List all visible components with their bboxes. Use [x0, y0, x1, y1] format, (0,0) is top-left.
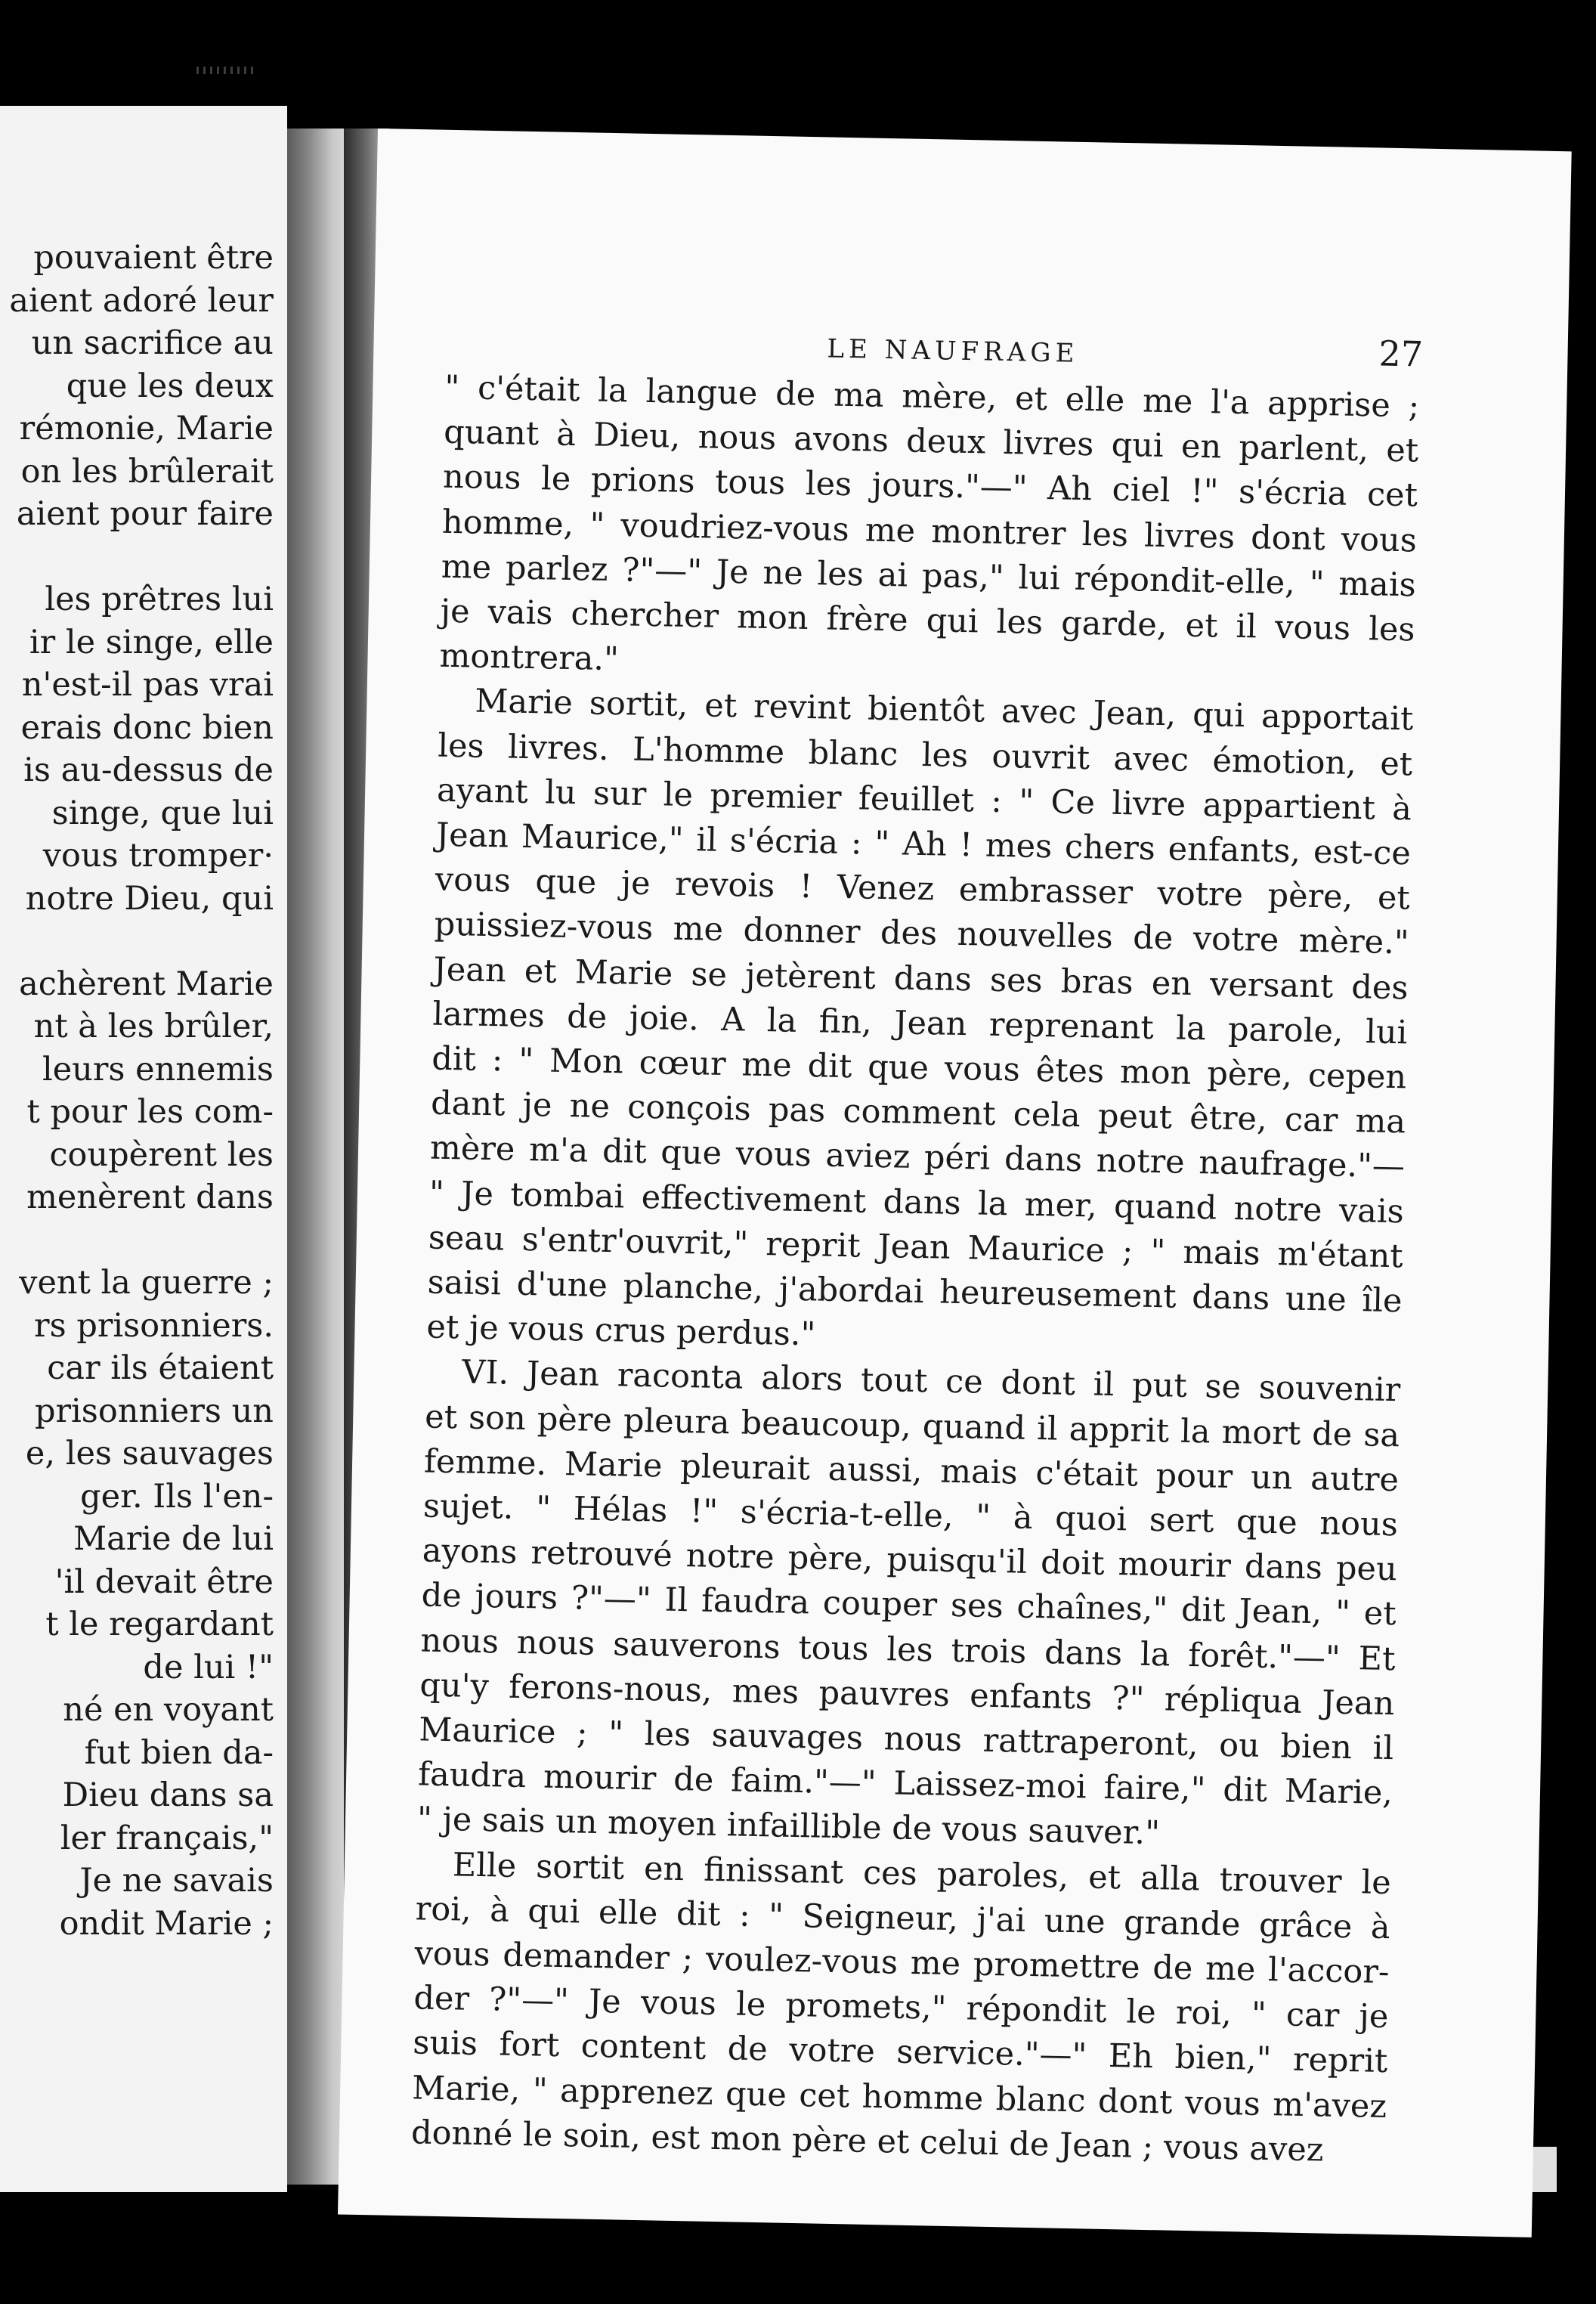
left-page-line: ir le singe, elle — [29, 623, 274, 661]
left-page-line: né en voyant — [63, 1691, 274, 1729]
left-page-line: Je ne savais — [79, 1862, 274, 1900]
body-text-line: et son père pleura beaucoup, quand il apprit la mort de sa — [424, 1398, 1400, 1454]
left-page — [0, 106, 287, 2192]
body-text-line: faudra mourir de faim."—" Laissez-moi faire," dit Marie, — [417, 1755, 1393, 1813]
left-page-line: 'il devait être — [54, 1562, 274, 1601]
left-page-line: n'est-il pas vrai — [21, 666, 274, 704]
left-page-line: singe, que lui — [51, 794, 274, 832]
left-page-line: prisonniers un — [34, 1392, 274, 1430]
body-text-line: " Je tombai effectivement dans la mer, quand notre vais — [428, 1174, 1405, 1231]
left-page-line: que les deux — [66, 367, 274, 405]
body-text-line: je vais chercher mon frère qui les garde, et il vous les — [440, 592, 1415, 649]
body-text-line: dit : " Mon cœur me dit que vous êtes mon père, cepen — [431, 1039, 1407, 1097]
body-text-line: ayant lu sur le premier feuillet : " Ce livre appartient à — [436, 771, 1412, 828]
page-number: 27 — [1378, 333, 1424, 375]
body-text-line: Marie, " apprenez que cet homme blanc dont vous m'avez — [411, 2068, 1387, 2126]
body-text-line: " je sais un moyen infaillible de vous sauver." — [416, 1800, 1161, 1853]
left-page-line: car ils étaient — [47, 1349, 274, 1387]
left-page-line: nt à les brûler, — [33, 1008, 274, 1045]
left-page-line: erais donc bien — [20, 708, 274, 747]
left-page-line: leurs ennemis — [42, 1050, 274, 1089]
body-text-line: montrera." — [439, 636, 620, 679]
body-text-line: et je vous crus perdus." — [426, 1308, 816, 1354]
left-page-line: notre Dieu, qui — [25, 879, 274, 918]
body-text-line: qu'y ferons-nous, mes pauvres enfants ?" répliqua Jean — [419, 1666, 1395, 1723]
left-page-line: Marie de lui — [73, 1520, 274, 1558]
body-text-line: der ?"—" Je vous le promets," répondit le roi, " car je — [413, 1979, 1389, 2036]
body-text-line: sujet. " Hélas !" s'écria-t-elle, " à quoi sert que nous — [422, 1487, 1399, 1544]
body-text-line: mère m'a dit que vous aviez péri dans notre naufrage."— — [429, 1129, 1406, 1186]
body-text-line: de jours ?"—" Il faudra couper ses chaînes," dit Jean, " et — [421, 1576, 1396, 1634]
body-text-line: dant je ne conçois pas comment cela peut être, car ma — [430, 1084, 1406, 1141]
body-text-line: nous le prions tous les jours."—" Ah ciel !" s'écria cet — [442, 458, 1418, 515]
left-page-line: un sacrifice au — [31, 324, 274, 362]
left-page-line: on les brûlerait — [20, 452, 274, 491]
body-text-line: donné le soin, est mon père et celui de Jean ; vous avez — [410, 2114, 1324, 2169]
body-text-line: Jean Maurice," il s'écria : " Ah ! mes chers enfants, est-ce — [435, 816, 1412, 873]
body-text-line: vous que je revois ! Venez embrasser votre père, et — [435, 860, 1411, 918]
left-page-line: aient pour faire — [16, 495, 274, 533]
left-page-line: rs prisonniers. — [34, 1306, 274, 1345]
body-text-line: Marie sortit, et revint bientôt avec Jean, qui apportait — [474, 683, 1414, 739]
left-page-line: vent la guerre ; — [19, 1264, 274, 1302]
body-text-line: VI. Jean raconta alors tout ce dont il put se souvenir — [461, 1353, 1401, 1410]
body-text-line: Maurice ; " les sauvages nous rattraperont, ou bien il — [418, 1711, 1394, 1768]
body-text-line: me parlez ?"—" Je ne les ai pas," lui répondit-elle, " mais — [441, 547, 1417, 605]
body-text-line: vous demander ; voulez-vous me promettre de me l'accor- — [414, 1934, 1390, 1992]
left-page-line: rémonie, Marie — [19, 410, 274, 447]
body-text-line: nous nous sauverons tous les trois dans la forêt."—" Et — [420, 1621, 1396, 1678]
body-text-line: Jean et Marie se jetèrent dans ses bras en versant des — [433, 950, 1409, 1007]
left-page-line: Dieu dans sa — [62, 1776, 274, 1814]
left-page-line: aient adoré leur — [9, 281, 274, 320]
left-page-line: t pour les com- — [26, 1093, 274, 1131]
left-page-line: menèrent dans — [26, 1178, 274, 1216]
body-text-line: " c'était la langue de ma mère, et elle me l'a apprise ; — [444, 368, 1420, 426]
body-text-line: saisi d'une planche, j'abordai heureusement dans une île — [427, 1263, 1403, 1321]
body-text-line: roi, à qui elle dit : " Seigneur, j'ai une grande grâce à — [415, 1890, 1391, 1946]
body-text-line: suis fort content de votre service."—" Eh bien," reprit — [412, 2024, 1388, 2081]
left-page-line: pouvaient être — [33, 239, 274, 277]
body-text-line: Elle sortit en finissant ces paroles, et alla trouver le — [452, 1845, 1392, 1902]
left-page-line: vous tromper· — [42, 837, 274, 875]
left-page-line: de lui !" — [143, 1648, 274, 1686]
running-head: LE NAUFRAGE — [827, 333, 1079, 369]
pencil-mark — [196, 67, 257, 74]
body-text-line: larmes de joie. A la fin, Jean reprenant la parole, lui — [432, 995, 1408, 1052]
left-page-line: ger. Ils l'en- — [80, 1477, 274, 1516]
body-text-line: quant à Dieu, nous avons deux livres qui en parlent, et — [443, 413, 1419, 470]
body-text-line: les livres. L'homme blanc les ouvrit avec émotion, et — [437, 726, 1413, 784]
left-page-line: fut bien da- — [84, 1733, 274, 1772]
body-text-line: ayons retrouvé notre père, puisqu'il doit mourir dans peu — [422, 1531, 1398, 1589]
left-page-line: achèrent Marie — [19, 965, 274, 1003]
body-text-line: homme, " voudriez-vous me montrer les livres dont vous — [441, 503, 1418, 560]
left-page-line: t le regardant — [45, 1606, 274, 1643]
body-text-line: femme. Marie pleurait aussi, mais c'était pour un autre — [423, 1442, 1400, 1500]
left-page-line: les prêtres lui — [45, 581, 274, 618]
body-text-line: puissiez-vous me donner des nouvelles de votre mère." — [434, 906, 1410, 962]
left-page-line: ler français," — [60, 1819, 274, 1857]
left-page-line: e, les sauvages — [25, 1435, 274, 1473]
left-page-line: ondit Marie ; — [59, 1904, 274, 1943]
left-page-line: coupèrent les — [49, 1135, 274, 1174]
right-page — [338, 129, 1572, 2237]
body-text-line: seau s'entr'ouvrit," reprit Jean Maurice ; " mais m'étant — [428, 1219, 1404, 1276]
left-page-line: is au-dessus de — [23, 751, 274, 789]
